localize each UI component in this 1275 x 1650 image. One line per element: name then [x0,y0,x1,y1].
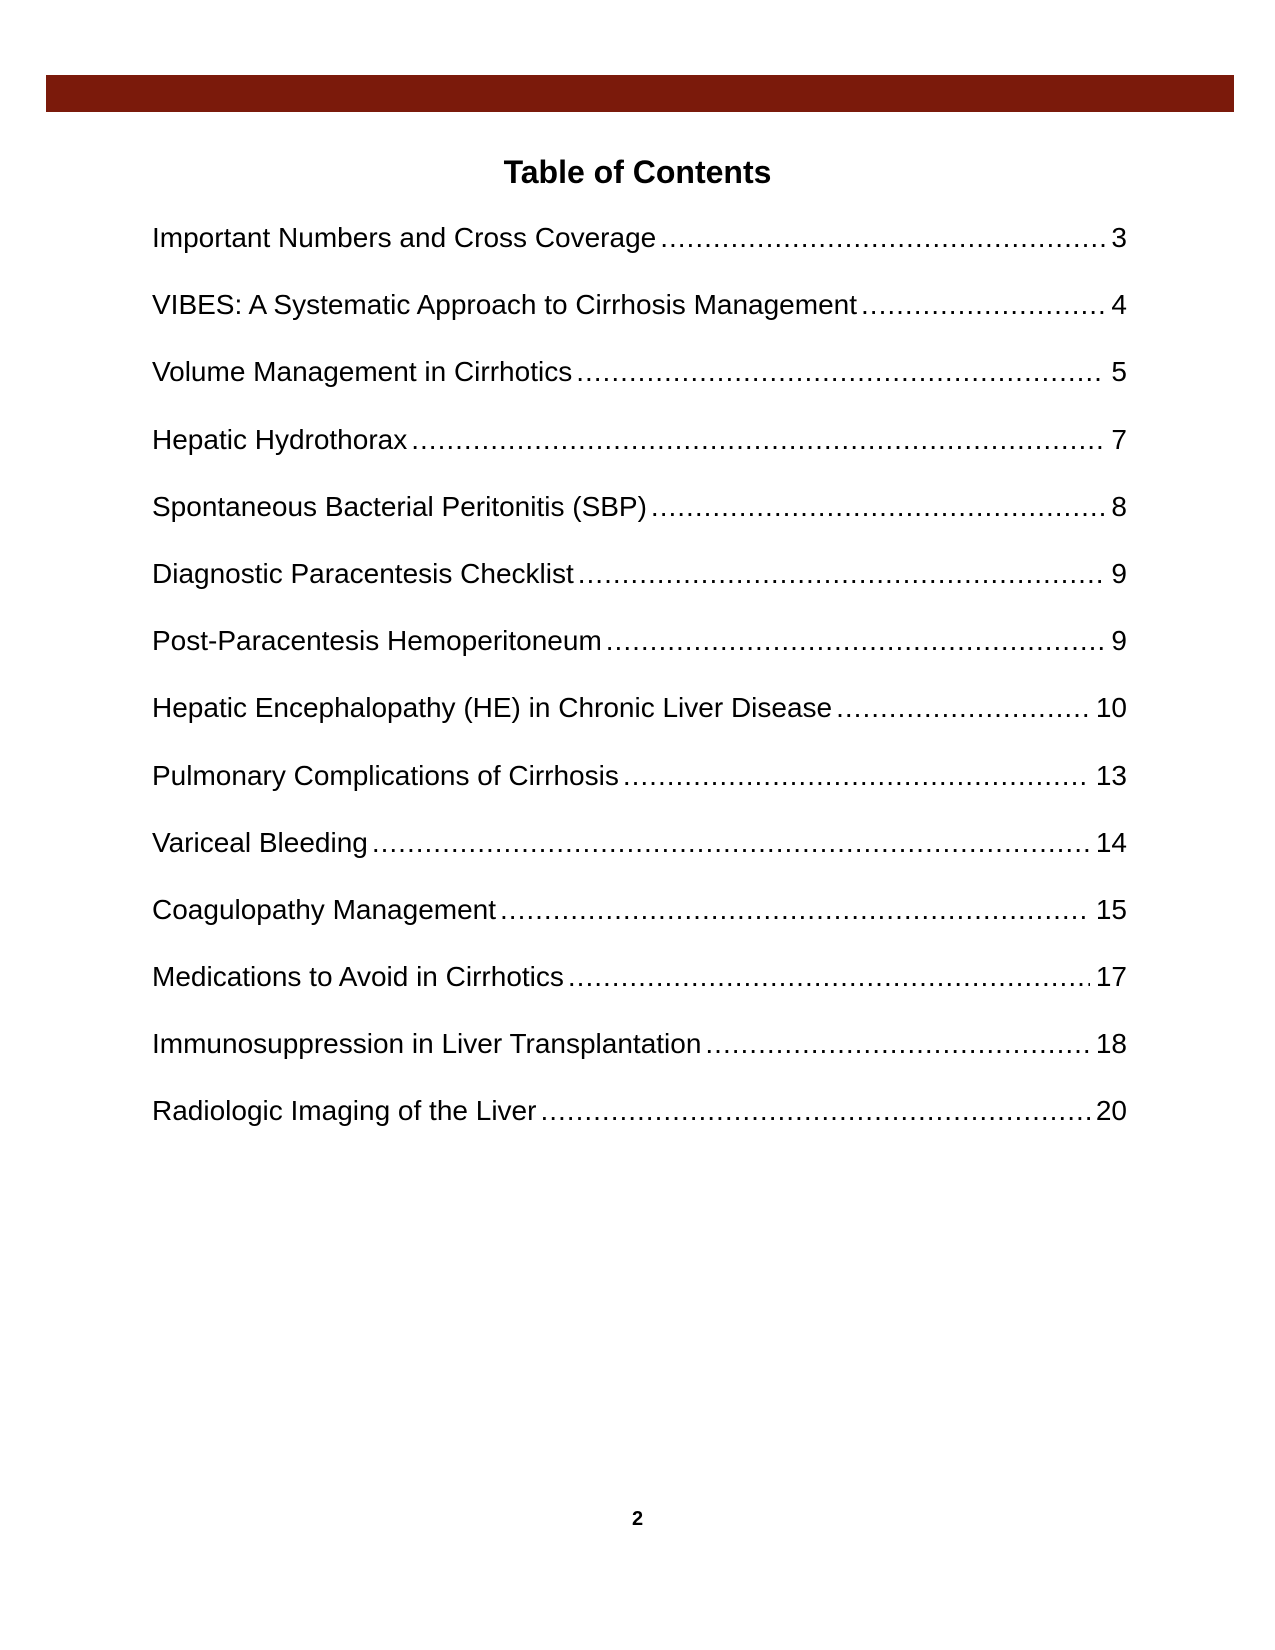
toc-entry-page: 14 [1095,826,1127,858]
toc-entry-page: 9 [1111,625,1127,657]
table-of-contents [152,218,1127,1159]
toc-entry-page: 8 [1111,490,1127,522]
toc-entry[interactable] [152,823,1127,890]
toc-entry-label: Hepatic Encephalopathy (HE) in Chronic Liver Disease [152,692,833,724]
toc-entry-page: 9 [1111,557,1127,589]
header-accent-bar [46,75,1234,112]
dot-leader [540,1091,1089,1131]
toc-entry-page: 10 [1095,692,1127,724]
toc-entry[interactable] [152,688,1127,755]
dot-leader [372,823,1090,863]
toc-entry-label: Variceal Bleeding [152,826,368,858]
dot-leader [500,890,1090,930]
toc-entry[interactable] [152,957,1127,1024]
page-number: 2 [631,1508,644,1530]
toc-entry-label: Coagulopathy Management [152,893,497,925]
toc-entry-page: 5 [1111,356,1127,388]
toc-entry[interactable] [152,420,1127,487]
toc-entry[interactable] [152,621,1127,688]
toc-entry-label: Spontaneous Bacterial Peritonitis (SBP) [152,490,647,522]
dot-leader [606,621,1106,661]
toc-entry-label: Pulmonary Complications of Cirrhosis [152,759,619,791]
toc-entry-page: 17 [1095,961,1127,993]
toc-entry-label: Volume Management in Cirrhotics [152,356,573,388]
toc-entry-label: VIBES: A Systematic Approach to Cirrhosis Management [152,289,858,321]
page-title: Table of Contents [503,154,772,190]
toc-entry-page: 13 [1095,759,1127,791]
toc-entry[interactable] [152,1024,1127,1091]
toc-entry-label: Diagnostic Paracentesis Checklist [152,557,574,589]
toc-entry[interactable] [152,352,1127,419]
dot-leader [576,352,1105,392]
toc-entry-page: 4 [1111,289,1127,321]
toc-entry-label: Hepatic Hydrothorax [152,423,408,455]
toc-entry[interactable] [152,1091,1127,1158]
toc-entry-page: 20 [1095,1095,1127,1127]
toc-entry-label: Important Numbers and Cross Coverage [152,222,657,253]
toc-entry[interactable] [152,487,1127,554]
dot-leader [861,285,1105,325]
toc-entry-page: 18 [1095,1028,1127,1060]
toc-entry[interactable] [152,554,1127,621]
toc-entry-label: Radiologic Imaging of the Liver [152,1095,537,1127]
toc-entry-page: 15 [1095,893,1127,925]
toc-entry-label: Immunosuppression in Liver Transplantation [152,1028,702,1060]
dot-leader [568,957,1090,997]
dot-leader [660,218,1105,258]
dot-leader [623,756,1090,796]
toc-entry-label: Medications to Avoid in Cirrhotics [152,961,564,993]
dot-leader [411,420,1105,460]
toc-entry[interactable] [152,890,1127,957]
dot-leader [578,554,1106,594]
toc-entry-label: Post-Paracentesis Hemoperitoneum [152,625,602,657]
dot-leader [836,688,1090,728]
toc-entry-page: 7 [1111,423,1127,455]
toc-entry[interactable] [152,756,1127,823]
toc-entry[interactable] [152,218,1127,285]
dot-leader [651,487,1106,527]
dot-leader [705,1024,1089,1064]
toc-entry[interactable] [152,285,1127,352]
toc-entry-page: 3 [1111,222,1127,253]
